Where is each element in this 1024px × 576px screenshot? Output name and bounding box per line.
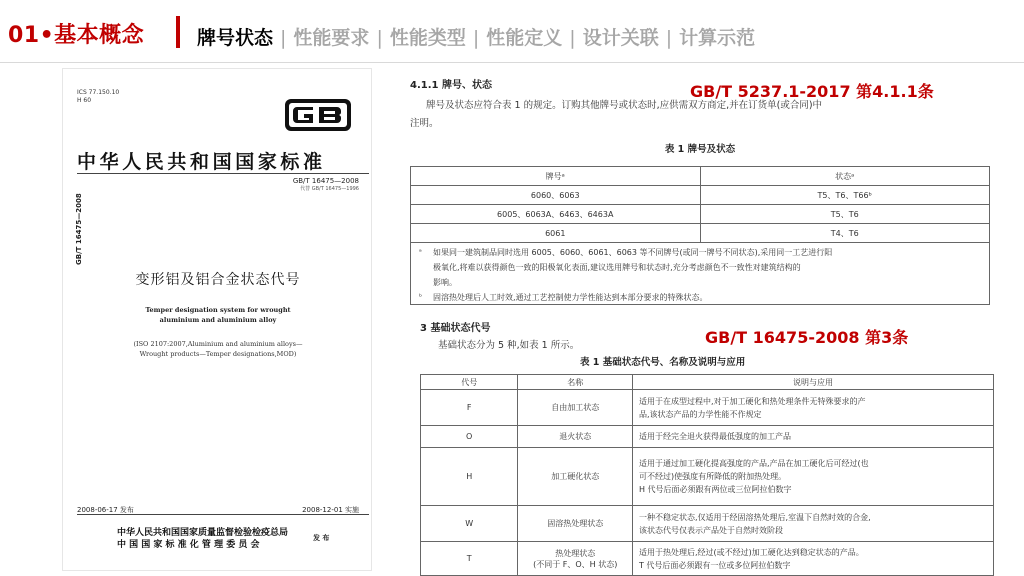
cover-iso-line1: (ISO 2107:2007,Aluminium and aluminium alloys— [133,340,303,348]
table-cell-code: O [421,426,518,448]
footnote-a [419,245,981,290]
tab-separator: | [569,27,576,49]
section-3-para: 基础状态分为 5 种,如表 1 所示。 [438,340,580,351]
cover-national-title: 中华人民共和国国家标准 [77,151,326,173]
name-line: (不同于 F、O、H 状态) [533,559,618,569]
table-header-row [411,167,990,186]
topic-tabs [197,23,755,50]
section-4-1-1-heading: 4.1.1 牌号、状态 [410,80,492,91]
footnote-a-line1: 如果同一建筑制品同时选用 6005、6060、6061、6063 等不同牌号(或同一牌号不同状态),采用同一工艺进行阳 [433,248,833,257]
table-cell: T5、T6、T66ᵇ [700,186,990,205]
footnote-a-line2: 极氧化,将难以获得颜色一致的阳极氧化表面,建议选用牌号和状态时,充分考虑颜色不一致性对建筑结构的 [433,263,801,272]
cover-publish-date: 2008-06-17 发布 [77,506,134,514]
cover-ics: ICS 77.150.10 [77,89,120,96]
table-cell-code: W [421,506,518,542]
table-row [411,186,990,205]
cover-rule [77,173,369,174]
cover-rule-bottom [77,514,369,515]
desc-line: H 代号后面必须跟有两位或三位阿拉伯数字 [639,485,792,494]
tab-performance-types[interactable]: 性能类型 [389,27,466,49]
cover-spine-code: GB/T 16475—2008 [75,193,83,265]
tab-separator: | [280,27,287,49]
cover-title-en-line1: Temper designation system for wrought [145,306,291,314]
cover-title-en-line2: aluminium and aluminium alloy [159,316,277,324]
table-header-grade: 牌号ᵃ [411,167,701,186]
table-cell: T4、T6 [700,224,990,243]
table-cell: 6061 [411,224,701,243]
table-row [421,542,994,576]
table-cell-name: 固溶热处理状态 [518,506,633,542]
table-cell-name: 退火状态 [518,426,633,448]
section-4-1-1-para-line1: 牌号及状态应符合表 1 的规定。订购其他牌号或状态时,应供需双方商定,并在订货单(或合同)中 [426,100,823,111]
title-divider-bar [176,16,180,48]
cover-org-action: 发 布 [313,534,330,542]
table1-footnotes [410,243,990,305]
table-header-desc: 说明与应用 [633,375,994,390]
cover-iso-reference [63,339,373,359]
table-cell-name [518,542,633,576]
cover-title-cn: 变形铝及铝合金状态代号 [135,272,301,288]
table-row [411,205,990,224]
table-cell-code: T [421,542,518,576]
table-cell-code: H [421,448,518,506]
cover-organizations [117,527,288,551]
footnote-b-line1: 固溶热处理后人工时效,通过工艺控制使力学性能达到本部分要求的特殊状态。 [433,293,708,302]
section-title: 01•基本概念 [8,23,145,48]
desc-line: T 代号后面必须跟有一位或多位阿拉伯数字 [639,560,791,570]
reference-gbt-5237: GB/T 5237.1-2017 第4.1.1条 [690,82,934,101]
tab-calculation-example[interactable]: 计算示范 [679,27,756,49]
footnote-a-line3: 影响。 [433,278,457,287]
tab-performance-requirements[interactable]: 性能要求 [293,27,370,49]
desc-line: 适用于经完全退火获得最低强度的加工产品 [639,432,791,441]
name-line: 热处理状态 [555,548,596,558]
grade-temper-table [410,166,990,243]
table-row [421,426,994,448]
table-cell-name: 加工硬化状态 [518,448,633,506]
header-rule [0,62,1024,63]
reference-gbt-16475: GB/T 16475-2008 第3条 [705,328,909,347]
desc-line: 适用于在成型过程中,对于加工硬化和热处理条件无特殊要求的产 [639,396,866,406]
desc-line: 适用于热处理后,经过(或不经过)加工硬化达到稳定状态的产品。 [639,547,864,557]
cover-org-line2: 中 国 国 家 标 准 化 管 理 委 员 会 [117,540,260,550]
section-4-1-1-para-line2: 注明。 [410,118,439,129]
gb-logo-icon [283,95,353,135]
table-cell-desc [633,426,994,448]
section-3-heading: 3 基础状态代号 [420,323,491,334]
cover-org-line1: 中华人民共和国国家质量监督检验检疫总局 [117,528,289,538]
table-row [421,506,994,542]
table-cell-code: F [421,390,518,426]
tab-separator: | [376,27,383,49]
slide-header [0,0,1024,62]
table-cell: 6060、6063 [411,186,701,205]
cover-iso-line2: Wrought products—Temper designations,MOD) [139,350,297,358]
table-cell-desc [633,390,994,426]
basic-temper-table [420,374,994,576]
table-cell: 6005、6063A、6463、6463A [411,205,701,224]
tab-grade-temper[interactable]: 牌号状态 [197,27,274,49]
cover-code-text: GB/T 16475—2008 [292,177,359,185]
desc-line: 可不经过)使强度有所降低的附加热处理。 [639,472,787,481]
desc-line: 品,该状态产品的力学性能不作规定 [639,409,762,419]
tab-performance-definition[interactable]: 性能定义 [486,27,563,49]
standard-cover-image [62,68,372,571]
tab-design-relation[interactable]: 设计关联 [582,27,659,49]
table1-caption: 表 1 牌号及状态 [664,144,736,155]
table-row [421,390,994,426]
cover-standard-code [293,177,359,192]
cover-implement-date: 2008-12-01 实施 [302,506,359,514]
table-header-temper: 状态ᵃ [700,167,990,186]
footnote-b [419,290,981,305]
tab-separator: | [665,27,673,49]
table-row [411,224,990,243]
cover-classification [77,89,119,105]
table-header-code: 代号 [421,375,518,390]
cover-replaces: 代替 GB/T 16475—1996 [300,186,359,192]
table-cell: T5、T6 [700,205,990,224]
table-row [421,448,994,506]
table2-caption: 表 1 基础状态代号、名称及说明与应用 [580,357,746,368]
desc-line: 该状态代号仅表示产品处于自然时效阶段 [639,525,783,535]
table-header-name: 名称 [518,375,633,390]
table-cell-desc [633,506,994,542]
cover-title-en [63,305,373,325]
tab-separator: | [472,27,480,49]
table-cell-name: 自由加工状态 [518,390,633,426]
desc-line: 一种不稳定状态,仅适用于经固溶热处理后,室温下自然时效的合金, [639,512,871,522]
desc-line: 适用于通过加工硬化提高强度的产品,产品在加工硬化后可经过(也 [639,459,869,468]
table-cell-desc [633,542,994,576]
cover-ccs: H 60 [77,97,92,104]
footnote-a-mark: ᵃ [419,248,422,256]
table-header-row [421,375,994,390]
table-cell-desc [633,448,994,506]
footnote-b-mark: ᵇ [419,293,422,301]
